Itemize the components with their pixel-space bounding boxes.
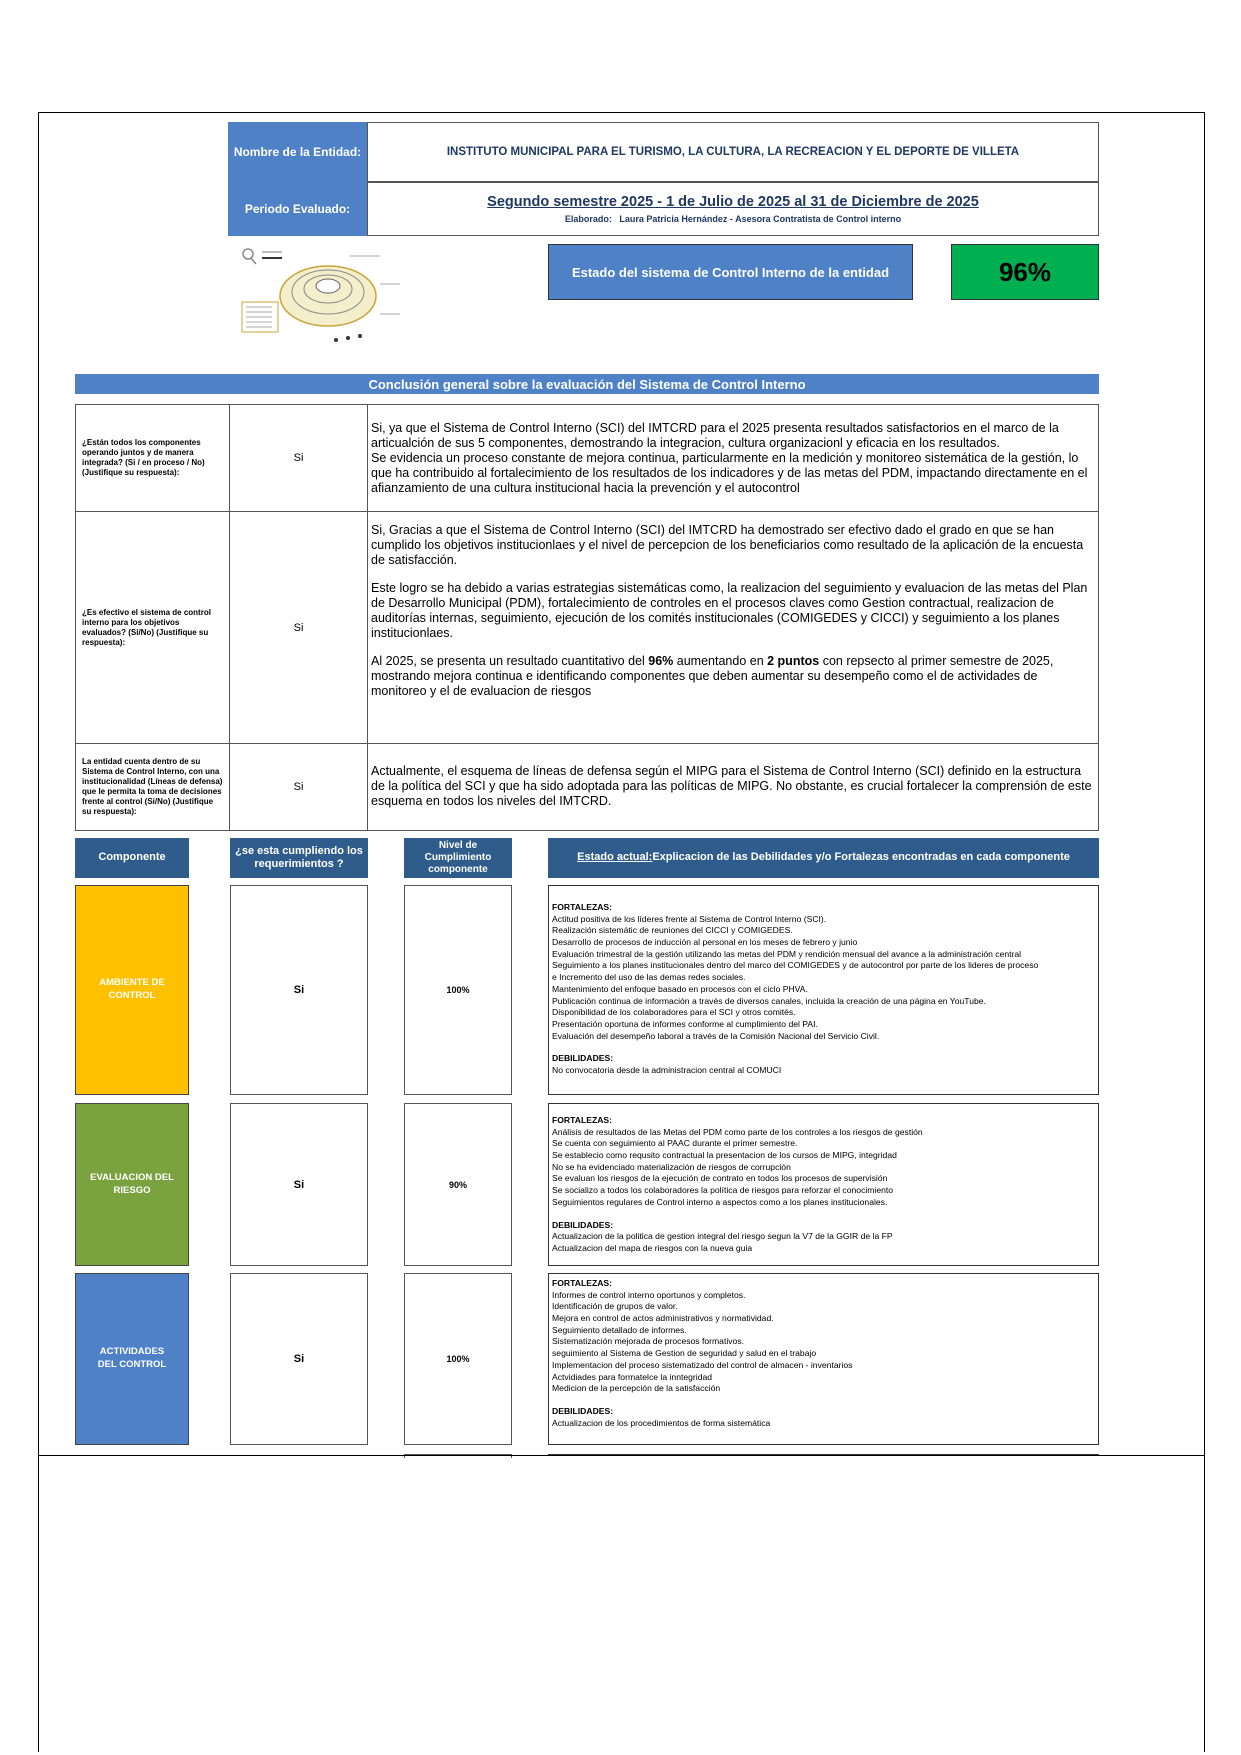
list-item: Mantenimiento del enfoque basado en procesos con el ciclo PHVA.	[552, 983, 808, 994]
debilidades-label: DEBILIDADES:	[552, 1053, 614, 1064]
list-item: Sistematización mejorada de procesos formativos.	[552, 1336, 745, 1347]
fortalezas-list	[552, 1127, 1094, 1209]
list-item: Se evaluan los riesgos de la ejecución de contrato en todos los procesos de supervisión	[552, 1173, 888, 1184]
list-item: Evaluación trimestral de la gestión utilizando las metas del PDM y rendición mensual del avance a la administración central	[552, 948, 1022, 959]
list-item: Se establecio como requsito contractual la presentacion de los cursos de MIPG, integridad	[552, 1150, 897, 1161]
page-bottom-rule	[38, 1455, 1205, 1456]
status-detail-ambiente	[548, 885, 1099, 1095]
fortalezas-label: FORTALEZAS:	[552, 902, 612, 912]
header-status-underlined: Estado actual:	[577, 851, 653, 864]
status-value-badge: 96%	[951, 244, 1099, 300]
fortalezas-label: FORTALEZAS:	[552, 1278, 612, 1288]
conclusion-title: Conclusión general sobre la evaluación del Sistema de Control Interno	[75, 374, 1099, 394]
component-ambiente: AMBIENTE DE CONTROL	[75, 885, 189, 1095]
list-item: Se cuenta con seguimiento al PAAC durante el primer semestre.	[552, 1138, 798, 1149]
list-item: No convocatoria desde la administracion central al COMUCI	[552, 1064, 782, 1075]
list-item: No se ha evidenciado materialización de riesgos de corrupción	[552, 1161, 791, 1172]
list-item: Seguimiento detallado de informes.	[552, 1324, 687, 1335]
list-item: Se socializo a todos los colaboradores la política de riesgos para reforzar el conocimiento	[552, 1185, 894, 1196]
result-text-1: Al 2025, se presenta un resultado cuantitativo del	[371, 654, 649, 668]
level-ambiente: 100%	[404, 885, 512, 1095]
compliance-riesgo: Si	[230, 1103, 368, 1266]
header-level: Nivel de Cumplimiento componente	[404, 838, 512, 878]
period-cell	[367, 182, 1099, 236]
debilidades-list	[552, 1065, 1094, 1077]
entity-name: INSTITUTO MUNICIPAL PARA EL TURISMO, LA CULTURA, LA RECREACION Y EL DEPORTE DE VILLETA	[367, 122, 1099, 182]
list-item: Informes de control interno oportunos y completos.	[552, 1289, 746, 1300]
component-actividades: ACTIVIDADES DEL CONTROL	[75, 1273, 189, 1445]
status-detail-riesgo	[548, 1103, 1099, 1266]
compliance-ambiente: Si	[230, 885, 368, 1095]
header-compliance: ¿se esta cumpliendo los requerimientos ?	[230, 838, 368, 878]
elaborated-by: Laura Patricia Hernández - Asesora Contratista de Control interno	[619, 214, 902, 224]
list-item: Evaluación del desempeño laboral a través de la Comisión Nacional del Servicio Civil.	[552, 1030, 880, 1041]
level-actividades: 100%	[404, 1273, 512, 1445]
list-item: Presentación oportuna de informes conforme al cumplimiento del PAI.	[552, 1018, 818, 1029]
list-item: Actualizacion del mapa de riesgos con la nueva guia	[552, 1242, 753, 1253]
level-riesgo: 90%	[404, 1103, 512, 1266]
debilidades-label: DEBILIDADES:	[552, 1219, 614, 1230]
status-label: Estado del sistema de Control Interno de la entidad	[548, 244, 913, 300]
list-item: Actvidiades para formatelce la inntegridad	[552, 1371, 713, 1382]
list-item: Seguimientos regulares de Control interno a aspectos como a los planes institucionales.	[552, 1196, 888, 1207]
entity-label: Nombre de la Entidad:	[228, 122, 367, 182]
list-item: e Incremento del uso de las demas redes sociales.	[552, 972, 746, 983]
list-item: Actualizacion de los procedimientos de forma sistemática	[552, 1417, 771, 1428]
debilidades-list	[552, 1231, 1094, 1254]
list-item: Medicion de la percepción de la satisfacción	[552, 1383, 721, 1394]
elaborated-line	[565, 214, 901, 224]
result-text-2: aumentando en	[673, 654, 768, 668]
answer-defense-lines: Si	[229, 743, 368, 831]
result-percent: 96%	[648, 654, 674, 668]
question-integration: ¿Están todos los componentes operando juntos y de manera integrada? (Si / en proceso / No) (Justifique su respuesta):	[75, 404, 230, 512]
list-item: Análisis de resultados de las Metas del PDM como parte de los controles a los riesgos de gestión	[552, 1126, 923, 1137]
result-text-3: con repsecto al primer semestre de 2025, mostrando mejora continua e identificando componentes que deben aumentar su desempeño como el de actividades de monitoreo y el de evaluacion de riesgos	[371, 654, 1054, 698]
justification-effectiveness-p3	[371, 654, 1096, 699]
list-item: Desarrollo de procesos de inducción al personal en los meses de febrero y junio	[552, 937, 858, 948]
question-effectiveness: ¿Es efectivo el sistema de control interno para los objetivos evaluados? (Si/No) (Justifique su respuesta):	[75, 511, 230, 744]
list-item: Seguimiento a los planes institucionales dentro del marco del COMIGEDES y de autocontrol por parte de los lideres de proceso	[552, 960, 1039, 971]
elaborated-label: Elaborado:	[564, 214, 612, 224]
justification-effectiveness-p1: Si, Gracias a que el Sistema de Control Interno (SCI) del IMTCRD ha demostrado ser efectivo dado el grado en que se han cumplido los objetivos institucionlaes y el nivel de percepcion de los beneficiarios como resultado de la aplicación de la encuesta de satisfacción.	[371, 523, 1084, 567]
mipg-diagram-illustration	[240, 244, 410, 344]
period-value: Segundo semestre 2025 - 1 de Julio de 2025 al 31 de Diciembre de 2025	[487, 194, 979, 210]
list-item: Actitud positiva de los líderes frente al Sistema de Control Interno (SCI).	[552, 913, 827, 924]
list-item: Publicación continua de información a través de diversos canales, incluida la creación de una página en YouTube.	[552, 995, 986, 1006]
header-component: Componente	[75, 838, 189, 878]
list-item: seguimiento al Sistema de Gestion de seguridad y salud en el trabajo	[552, 1348, 817, 1359]
header-status-rest: Explicacion de las Debilidades y/o Fortalezas encontradas en cada componente	[652, 851, 1070, 864]
header-status	[548, 838, 1099, 878]
list-item: Implementacion del proceso sistematizado del control de almacen - inventarios	[552, 1359, 853, 1370]
justification-effectiveness	[367, 511, 1099, 744]
list-item: Actualizacion de la politica de gestion integral del riesgo segun la V7 de la GGIR de la FP	[552, 1231, 893, 1242]
justification-defense-lines: Actualmente, el esquema de líneas de defensa según el MIPG para el Sistema de Control Interno (SCI) definido en la estructura de la política del SCI y que ha sido adoptada para las políticas de MIPG. No obstante, es crucial fortalecer la comprensión de este esquema en todos los niveles del IMTCRD.	[367, 743, 1099, 831]
question-defense-lines: La entidad cuenta dentro de su Sistema de Control Interno, con una institucionalidad (Líneas de defensa) que le permita la toma de decisiones frente al control (Si/No) (Justifique su respuesta):	[75, 743, 230, 831]
debilidades-label: DEBILIDADES:	[552, 1405, 614, 1416]
answer-effectiveness: Si	[229, 511, 368, 744]
debilidades-list	[552, 1418, 1094, 1430]
list-item: Mejora en control de actos administrativos y normatividad.	[552, 1313, 774, 1324]
result-points: 2 puntos	[767, 654, 820, 668]
answer-integration: Si	[229, 404, 368, 512]
list-item: Disponibilidad de los colaboradores para el SCI y otros comités.	[552, 1007, 796, 1018]
component-riesgo: EVALUACION DEL RIESGO	[75, 1103, 189, 1266]
status-detail-actividades	[548, 1273, 1099, 1445]
list-item: Realización sistemátic de reuniones del CICCI y COMIGEDES.	[552, 925, 793, 936]
fortalezas-list	[552, 914, 1094, 1043]
fortalezas-label: FORTALEZAS:	[552, 1115, 612, 1125]
compliance-actividades: Si	[230, 1273, 368, 1445]
list-item: Identificación de grupos de valor.	[552, 1301, 678, 1312]
justification-integration: Si, ya que el Sistema de Control Interno (SCI) del IMTCRD para el 2025 presenta resultados satisfactorios en el marco de la articualción de sus 5 componentes, demostrando la integracion, cultura organizacionl y eficacia en los resultados. Se evidencia un proceso constante de mejora continua, particularmente en la medición y monitoreo sistemática de la gestión, lo que ha contribuido al fortalecimiento de los resultados de los indicadores y de las metas del PDM, impactando directamente en el afianzamiento de una cultura institucional hacia la prevención y el autocontrol	[367, 404, 1099, 512]
period-label: Periodo Evaluado:	[228, 182, 367, 236]
fortalezas-list	[552, 1290, 1094, 1395]
justification-effectiveness-p2: Este logro se ha debido a varias estrategias sistemáticas como, la realizacion del seguimiento y evaluacion de las metas del Plan de Desarrollo Municipal (PDM), fortalecimiento de controles en el procesos claves como Gestion contractual, realizacion de auditorías internas, seguimiento, ejecución de los comités institucionales (COMIGEDES y CICCI) y seguimiento a los planes institucionlaes.	[371, 581, 1088, 640]
